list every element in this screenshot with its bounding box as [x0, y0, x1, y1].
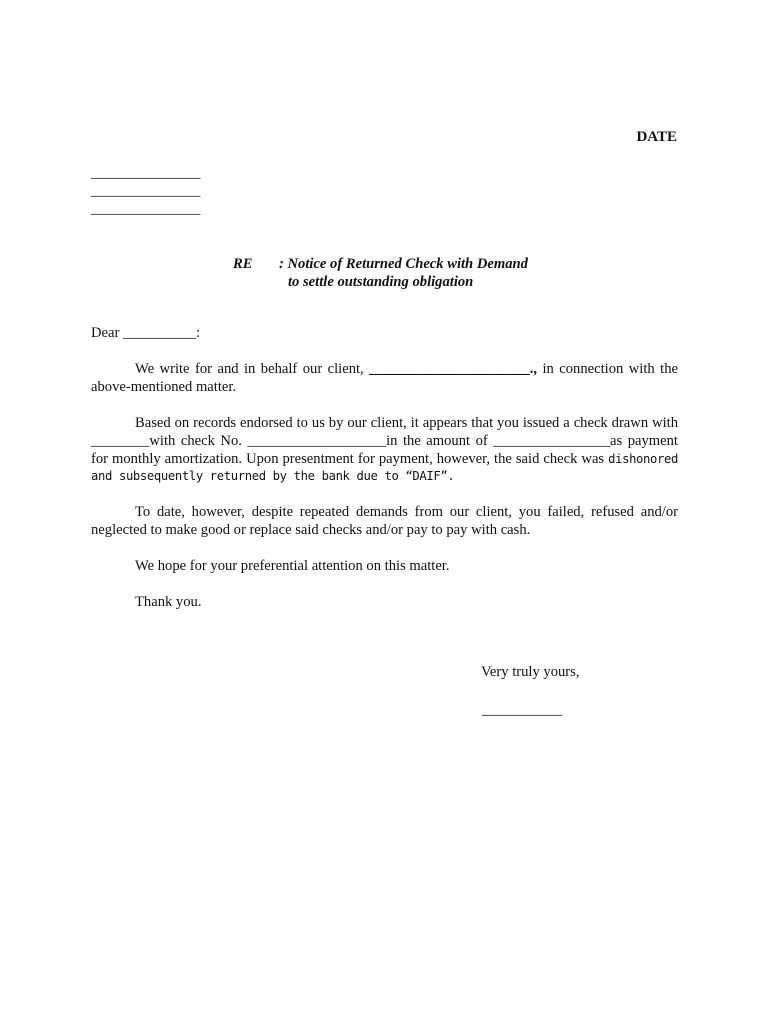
closing-valediction: Very truly yours,	[481, 664, 580, 680]
paragraph-attention	[91, 558, 678, 576]
paragraph-check-details-start: Based on records endorsed to us by our client, it appears that you issued a check drawn with ________with check No. ___________________in the amount of ________________as payment for monthly amortization. Upon presentment for payment, however, the said check was	[91, 415, 678, 467]
paragraph-thanks-text: Thank you.	[135, 594, 202, 610]
signature-blank: ___________	[482, 702, 563, 718]
paragraph-check-details	[91, 415, 678, 486]
recipient-line: _______________	[91, 183, 201, 199]
date-label: DATE	[636, 129, 677, 145]
recipient-line: _______________	[91, 165, 201, 181]
paragraph-attention-text: We hope for your preferential attention on this matter.	[135, 558, 450, 574]
reference-block	[233, 255, 528, 291]
reference-subject-line1: : Notice of Returned Check with Demand	[279, 256, 528, 272]
recipient-line: _______________	[91, 201, 201, 217]
paragraph-demands	[91, 504, 678, 540]
paragraph-client-start: We write for and in behalf our client,	[135, 361, 370, 377]
paragraph-check-details-end: dishonored and subsequently returned by the bank due to “DAIF”.	[91, 451, 678, 484]
paragraph-demands-text: To date, however, despite repeated demands from our client, you failed, refused and/or neglected to make good or replace said checks and/or pay to pay with cash.	[91, 504, 678, 538]
reference-label: RE	[233, 256, 253, 272]
reference-subject-line2: to settle outstanding obligation	[288, 274, 474, 290]
client-name-blank: ______________________.,	[369, 361, 537, 377]
paragraph-client	[91, 361, 678, 397]
paragraph-client-end: in connection with the above-mentioned matter.	[91, 361, 678, 395]
paragraph-thanks	[91, 594, 678, 612]
salutation: Dear __________:	[91, 325, 201, 341]
